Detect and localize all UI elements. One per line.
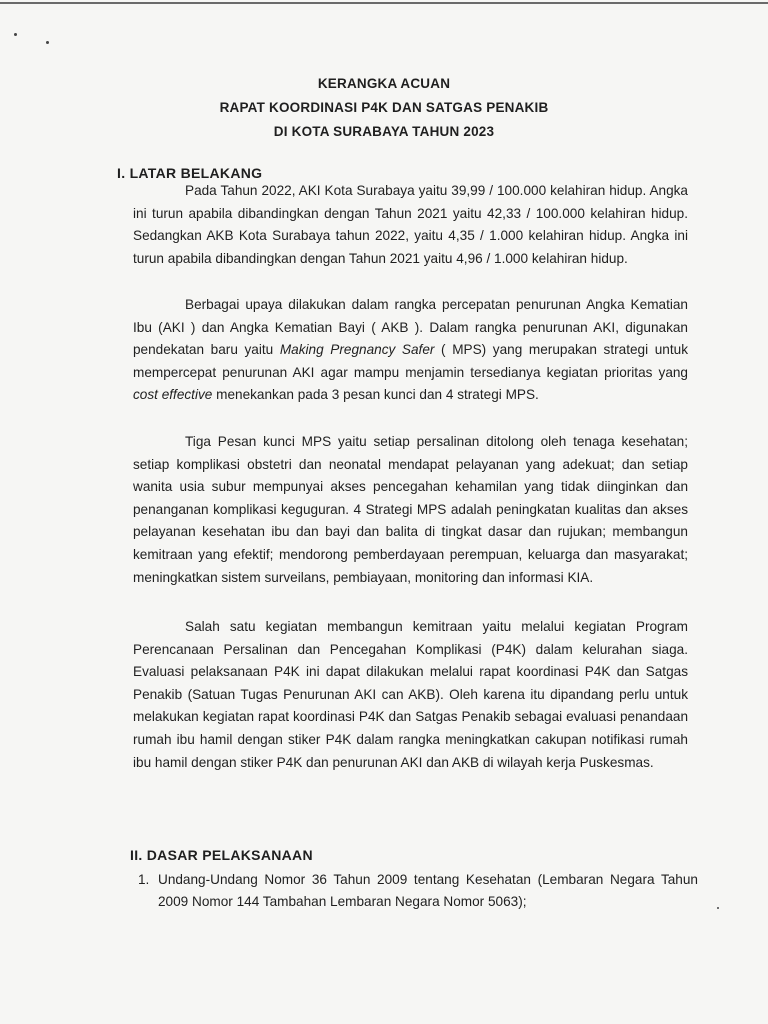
scan-speck	[46, 41, 49, 44]
document-title-line-3: DI KOTA SURABAYA TAHUN 2023	[273, 124, 495, 139]
paragraph-mps	[133, 294, 688, 407]
document-title-line-1: KERANGKA ACUAN	[317, 76, 451, 91]
scan-edge-line	[0, 2, 768, 4]
paragraph-mps-emphasis-2: cost effective	[133, 387, 213, 403]
list-item-text: Undang-Undang Nomor 36 Tahun 2009 tentang Kesehatan (Lembaran Negara Tahun 2009 Nomor 144 Tambahan Lembaran Negara Nomor 5063);	[158, 872, 698, 909]
list-item-number: 1.	[138, 872, 150, 887]
section-heading-dasar-pelaksanaan: II. DASAR PELAKSANAAN	[130, 847, 313, 863]
paragraph-aki-akb: Pada Tahun 2022, AKI Kota Surabaya yaitu 39,99 / 100.000 kelahiran hidup. Angka ini turun apabila dibandingkan dengan Tahun 2021 yaitu 42,33 / 100.000 kelahiran hidup. Sedangkan AKB Kota Surabaya tahun 2022, yaitu 4,35 / 1.000 kelahiran hidup. Angka ini turun apabila dibandingkan dengan Tahun 2021 yaitu 4,96 / 1.000 kelahiran hidup.	[133, 183, 688, 266]
paragraph-mps-text-a: Berbagai upaya dilakukan dalam rangka percepatan penurunan Angka Kematian Ibu (AKI ) dan Angka Kematian Bayi ( AKB ). Dalam rangka penurunan AKI, digunakan pendekatan baru yaitu	[133, 297, 688, 358]
paragraph-pesan-kunci: Tiga Pesan kunci MPS yaitu setiap persalinan ditolong oleh tenaga kesehatan; setiap komplikasi obstetri dan neonatal mendapat pelayanan yang adekuat; dan setiap wanita usia subur mempunyai akses pencegahan kehamilan yang tidak diinginkan dan penanganan komplikasi keguguran. 4 Strategi MPS adalah peningkatan kualitas dan akses pelayanan kesehatan ibu dan bayi dan balita di tingkat dasar dan rujukan; membangun kemitraan yang efektif; mendorong pemberdayaan perempuan, keluarga dan masyarakat; meningkatkan sistem surveilans, pembiayaan, monitoring dan informasi KIA.	[133, 434, 688, 585]
document-title-line-2: RAPAT KOORDINASI P4K DAN SATGAS PENAKIB	[219, 100, 549, 115]
paragraph-kemitraan: Salah satu kegiatan membangun kemitraan yaitu melalui kegiatan Program Perencanaan Persalinan dan Pencegahan Komplikasi (P4K) dalam kelurahan siaga. Evaluasi pelaksanaan P4K ini dapat dilakukan melalui rapat koordinasi P4K dan Satgas Penakib (Satuan Tugas Penurunan AKI can AKB). Oleh karena itu dipandang perlu untuk melakukan kegiatan rapat koordinasi P4K dan Satgas Penakib sebagai evaluasi penandaan rumah ibu hamil dengan stiker P4K dalam rangka meningkatkan cakupan notifikasi rumah ibu hamil dengan stiker P4K dan penurunan AKI dan AKB di wilayah kerja Puskesmas.	[133, 619, 688, 770]
scan-speck	[14, 33, 17, 36]
paragraph-mps-text-b: ( MPS) yang merupakan strategi untuk mempercepat penurunan AKI agar mampu menjamin tersedianya kegiatan prioritas yang	[133, 342, 689, 380]
list-item	[138, 869, 698, 913]
paragraph-mps-emphasis-1: Making Pregnancy Safer	[279, 342, 435, 358]
scan-speck	[717, 907, 719, 909]
paragraph-mps-text-c: menekankan pada 3 pesan kunci dan 4 strategi MPS.	[212, 387, 539, 403]
section-heading-latar-belakang: I. LATAR BELAKANG	[117, 165, 263, 181]
